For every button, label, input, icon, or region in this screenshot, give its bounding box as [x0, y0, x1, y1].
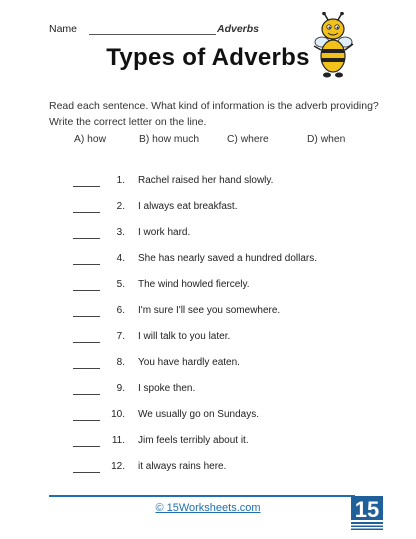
question-text: I always eat breakfast.	[138, 201, 238, 212]
question-number: 11.	[111, 435, 125, 446]
question-number: 5.	[116, 279, 125, 290]
logo-text: 15	[354, 497, 380, 522]
question-text: She has nearly saved a hundred dollars.	[138, 253, 318, 264]
question-number: 9.	[116, 383, 125, 394]
question-text: Jim feels terribly about it.	[138, 435, 249, 446]
question-number: 3.	[116, 227, 125, 238]
option-where: C) where	[227, 134, 269, 145]
question-number: 8.	[116, 357, 125, 368]
question-item	[0, 461, 416, 477]
answer-blank[interactable]	[73, 368, 100, 369]
answer-blank[interactable]	[73, 238, 100, 239]
question-text: The wind howled fiercely.	[138, 279, 250, 290]
question-number: 10.	[111, 409, 125, 420]
answer-blank[interactable]	[73, 186, 100, 187]
question-text: it always rains here.	[138, 461, 227, 472]
question-item	[0, 357, 416, 373]
footer-divider	[49, 495, 355, 497]
option-how: A) how	[74, 134, 107, 145]
question-item	[0, 409, 416, 425]
question-text: We usually go on Sundays.	[138, 409, 260, 420]
question-item	[0, 253, 416, 269]
option-when: D) when	[307, 134, 346, 145]
question-text: I work hard.	[138, 227, 191, 238]
page-title: Types of Adverbs	[106, 44, 310, 71]
question-text: I spoke then.	[138, 383, 196, 394]
question-item	[0, 175, 416, 191]
question-number: 7.	[116, 331, 125, 342]
question-number: 6.	[116, 305, 125, 316]
answer-blank[interactable]	[73, 420, 100, 421]
answer-blank[interactable]	[73, 446, 100, 447]
question-item	[0, 435, 416, 451]
question-number: 2.	[116, 201, 125, 212]
answer-blank[interactable]	[73, 212, 100, 213]
answer-options	[49, 134, 369, 148]
question-text: Rachel raised her hand slowly.	[138, 175, 274, 186]
question-item	[0, 305, 416, 321]
name-row	[49, 21, 260, 39]
name-label: Name	[49, 23, 78, 35]
question-item	[0, 279, 416, 295]
instructions: Read each sentence. What kind of information is the adverb providing? Write the correct letter on the line.	[49, 100, 379, 128]
question-text: I will talk to you later.	[138, 331, 231, 342]
question-text: I'm sure I'll see you somewhere.	[138, 305, 281, 316]
question-number: 1.	[116, 175, 125, 186]
question-item	[0, 201, 416, 217]
bee-mascot-icon	[310, 12, 358, 84]
name-line[interactable]	[89, 34, 216, 35]
option-how-much: B) how much	[139, 134, 200, 145]
copyright-link[interactable]: © 15Worksheets.com	[155, 502, 261, 514]
answer-blank[interactable]	[73, 472, 100, 473]
question-number: 4.	[116, 253, 125, 264]
15worksheets-logo-icon	[350, 490, 384, 532]
question-number: 12.	[111, 461, 125, 472]
answer-blank[interactable]	[73, 290, 100, 291]
question-text: You have hardly eaten.	[138, 357, 240, 368]
answer-blank[interactable]	[73, 394, 100, 395]
question-item	[0, 383, 416, 399]
answer-blank[interactable]	[73, 316, 100, 317]
topic-label: Adverbs	[217, 23, 260, 35]
answer-blank[interactable]	[73, 264, 100, 265]
answer-blank[interactable]	[73, 342, 100, 343]
question-item	[0, 227, 416, 243]
question-item	[0, 331, 416, 347]
